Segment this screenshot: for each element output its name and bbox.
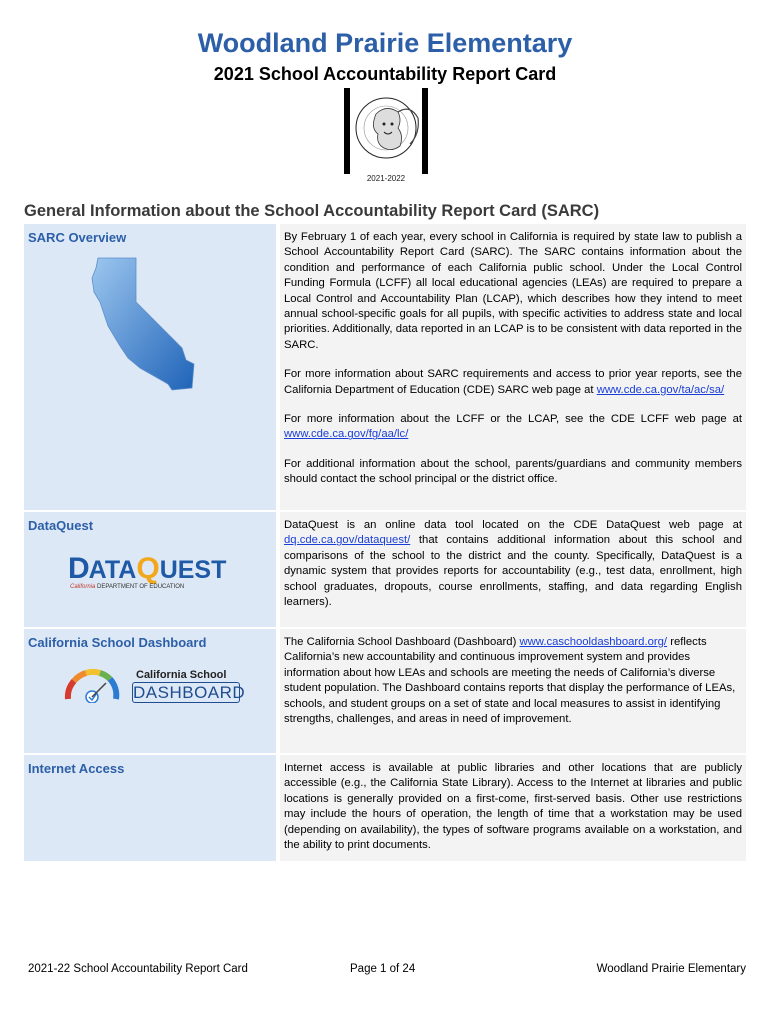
paragraph-text: reflects California’s new accountability and continuous improvement system and provides information about how LEAs and schools are meeting the needs of California’s diverse student population. The Dashboard contains reports that display the performance of LEAs, schools, and student groups on a set of state and local measures to assist in identifying strengths, challenges, and areas in need of improvement.: [284, 636, 736, 726]
row-label-cell: [24, 755, 280, 861]
row-label: Internet Access: [28, 761, 125, 776]
school-logo-image: [340, 84, 432, 186]
dataquest-logo-uest: UEST: [159, 556, 227, 584]
report-title: 2021 School Accountability Report Card: [213, 64, 557, 84]
paragraph: [284, 412, 742, 443]
cde-lcff-link[interactable]: www.cde.ca.gov/fg/aa/lc/: [284, 428, 409, 441]
logo-year: 2021-2022: [366, 174, 406, 183]
row-label: SARC Overview: [28, 230, 127, 245]
paragraph-text: The California School Dashboard (Dashboard): [284, 636, 520, 648]
row-label: DataQuest: [28, 518, 94, 533]
paragraph-text: DataQuest is an online data tool located on the CDE DataQuest web page at: [284, 519, 742, 531]
info-table: [24, 224, 746, 863]
section-title: General Information about the School Accountability Report Card (SARC): [24, 202, 600, 220]
table-row-dataquest: [24, 512, 746, 629]
row-label-cell: [24, 512, 280, 627]
school-name: Woodland Prairie Elementary: [197, 28, 573, 58]
dataquest-logo-tagline-ca: California: [70, 584, 96, 590]
table-row-internet-access: [24, 755, 746, 863]
dataquest-logo-q: Q: [136, 552, 160, 585]
dataquest-link[interactable]: dq.cde.ca.gov/dataquest/: [284, 534, 411, 547]
row-content-cell: [280, 512, 746, 627]
dataquest-logo-ata: ATA: [88, 556, 137, 584]
row-content-cell: [280, 224, 746, 510]
paragraph: For additional information about the school, parents/guardians and community members should contact the school principal or the district office.: [284, 457, 742, 486]
dataquest-logo-tagline: DEPARTMENT OF EDUCATION: [97, 584, 185, 590]
table-row-sarc-overview: [24, 224, 746, 512]
dashboard-logo-line2: DASHBOARD: [133, 683, 246, 702]
dashboard-gauge-icon: [62, 659, 122, 703]
footer-page-number: Page 1 of 24: [350, 963, 416, 975]
dashboard-logo-line1: California School: [136, 669, 227, 681]
dashboard-link[interactable]: www.caschooldashboard.org/: [519, 636, 668, 648]
california-map-image: [84, 256, 216, 398]
footer-right: Woodland Prairie Elementary: [596, 963, 746, 975]
paragraph: By February 1 of each year, every school in California is required by state law to publish a School Accountability Report Card (SARC). The SARC contains information about the condition and performance of each California public school. Under the Local Control Funding Formula (LCFF) all local educational agencies (LEAs) are required to prepare a Local Control and Accountability Plan (LCAP), which describes how they intend to meet annual school-specific goals for all pupils, with specific activities to address state and local priorities. Additionally, data reported in an LCAP is to be consistent with data reported in the SARC.: [284, 231, 742, 351]
paragraph: Internet access is available at public libraries and other locations that are publicly accessible (e.g., the California State Library). Access to the Internet at libraries and public locations is generally provided on a first-come, first-served basis. Other use restrictions may include the hours of operation, the length of time that a workstation may be used (depending on availability), the types of software programs available on a workstation, and the ability to print documents.: [284, 762, 742, 852]
paragraph-text: For more information about the LCFF or the LCAP, see the CDE LCFF web page at: [284, 413, 742, 426]
footer-left: 2021-22 School Accountability Report Card: [28, 963, 248, 975]
paragraph-text: that contains additional information about this school and comparisons of the school to the district and the county. Specifically, DataQuest is a dynamic system that provides reports for accountability (e.g., test data, enrollment, high school graduates, dropouts, course enrollments, staffing, and data regarding English learners).: [284, 534, 742, 609]
paragraph: [284, 367, 742, 398]
row-content-cell: [280, 755, 746, 861]
row-label-cell: [24, 224, 280, 510]
cde-sarc-link[interactable]: www.cde.ca.gov/ta/ac/sa/: [596, 383, 725, 396]
dataquest-logo: [68, 552, 238, 598]
dataquest-logo-d: D: [68, 552, 89, 585]
row-content-cell: [280, 629, 746, 753]
table-row-dashboard: [24, 629, 746, 755]
row-label: California School Dashboard: [28, 635, 207, 650]
row-label-cell: [24, 629, 280, 753]
paragraph-text: For more information about SARC requirements and access to prior year reports, see the California Department of Education (CDE) SARC web page at: [284, 368, 742, 396]
paragraph: [284, 518, 742, 610]
paragraph: [284, 635, 742, 727]
